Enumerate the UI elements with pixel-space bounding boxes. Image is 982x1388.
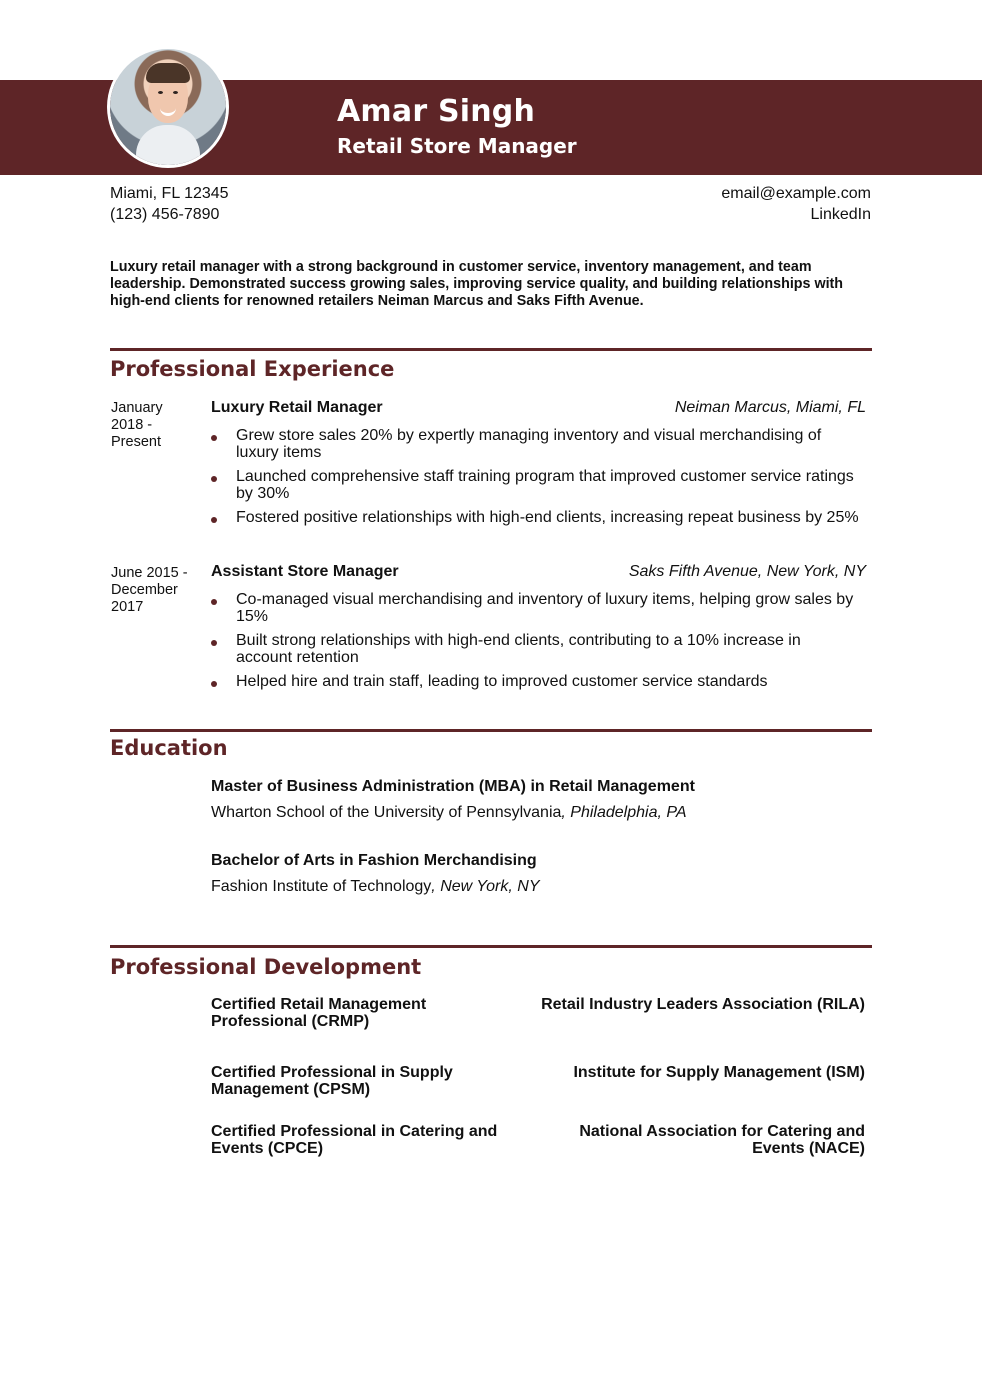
org-3: National Association for Catering and Events (NACE) <box>579 1123 865 1157</box>
job-1-dates: January 2018 - Present <box>111 400 163 450</box>
school-1: Wharton School of the University of Pennsylvania, Philadelphia, PA <box>211 804 687 821</box>
avatar <box>110 49 226 165</box>
bullet-dot-icon <box>211 476 217 482</box>
job-2-location: Saks Fifth Avenue, New York, NY <box>628 563 866 580</box>
development-divider <box>110 945 872 948</box>
bullet-dot-icon <box>211 517 217 523</box>
school-2: Fashion Institute of Technology, New York, NY <box>211 878 540 895</box>
degree-1: Master of Business Administration (MBA) in Retail Management <box>211 778 695 795</box>
candidate-name: Amar Singh <box>337 94 536 129</box>
job-2-bullet-2: Built strong relationships with high-end clients, contributing to a 10% increase in account retention <box>211 632 861 666</box>
experience-divider <box>110 348 872 351</box>
job-2-dates: June 2015 - December 2017 <box>111 565 188 615</box>
job-2-bullet-3: Helped hire and train staff, leading to improved customer service standards <box>211 673 861 690</box>
bullet-dot-icon <box>211 435 217 441</box>
bullet-dot-icon <box>211 640 217 646</box>
cert-3: Certified Professional in Catering and Events (CPCE) <box>211 1123 498 1157</box>
degree-2: Bachelor of Arts in Fashion Merchandising <box>211 852 537 869</box>
candidate-title: Retail Store Manager <box>337 134 577 158</box>
avatar-eye-right <box>173 91 178 94</box>
bullet-dot-icon <box>211 599 217 605</box>
job-2-bullets <box>211 591 861 697</box>
job-1-role: Luxury Retail Manager <box>211 399 383 416</box>
avatar-eye-left <box>158 91 163 94</box>
avatar-hair <box>146 63 190 83</box>
contact-left <box>110 183 229 225</box>
job-1-bullets <box>211 427 861 533</box>
org-2: Institute for Supply Management (ISM) <box>573 1064 865 1081</box>
job-1-bullet-2: Launched comprehensive staff training program that improved customer service ratings by 30% <box>211 468 861 502</box>
avatar-shirt <box>136 125 200 165</box>
org-1: Retail Industry Leaders Association (RILA) <box>541 996 865 1013</box>
education-divider <box>110 729 872 732</box>
linkedin-link[interactable]: LinkedIn <box>810 206 871 223</box>
job-1-bullet-1: Grew store sales 20% by expertly managing inventory and visual merchandising of luxury items <box>211 427 861 461</box>
location-text: Miami, FL 12345 <box>110 185 229 202</box>
cert-2: Certified Professional in Supply Management (CPSM) <box>211 1064 453 1098</box>
cert-1: Certified Retail Management Professional (CRMP) <box>211 996 427 1030</box>
job-2-role: Assistant Store Manager <box>211 563 399 580</box>
education-heading: Education <box>110 736 228 760</box>
phone-text: (123) 456-7890 <box>110 206 220 223</box>
experience-heading: Professional Experience <box>110 357 395 381</box>
email-link[interactable]: email@example.com <box>721 185 871 202</box>
summary: Luxury retail manager with a strong background in customer service, inventory management, and team leadership. Demonstrated success growing sales, improving service quality, and building relationships with high-end clients for renowned retailers Neiman Marcus and Saks Fifth Avenue. <box>110 259 844 309</box>
development-heading: Professional Development <box>110 955 422 979</box>
contact-right <box>721 183 871 225</box>
bullet-dot-icon <box>211 681 217 687</box>
job-1-location: Neiman Marcus, Miami, FL <box>674 399 866 416</box>
job-2-bullet-1: Co-managed visual merchandising and inventory of luxury items, helping grow sales by 15% <box>211 591 861 625</box>
job-1-bullet-3: Fostered positive relationships with high-end clients, increasing repeat business by 25% <box>211 509 861 526</box>
